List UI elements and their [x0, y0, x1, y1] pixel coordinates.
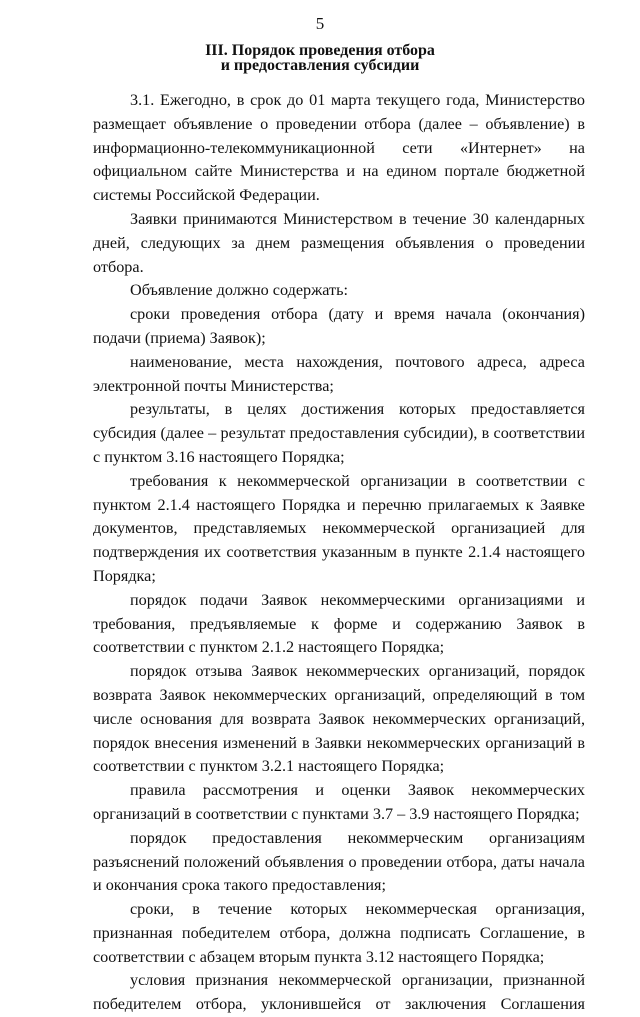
section-heading-line-1: III. Порядок проведения отбора: [205, 42, 435, 59]
paragraph-3-1: 3.1. Ежегодно, в срок до 01 марта текущего года, Министерство размещает объявление о проведении отбора (далее – объявление) в информационно-телекоммуникационной сети «Интернет» на официальном сайте Министерства и на едином портале бюджетной системы Российской Федерации.: [93, 91, 585, 205]
paragraph-item-evasion-conditions: условия признания некоммерческой организации, признанной победителем отбора, уклонившейся от заключения Соглашения: [93, 971, 585, 1014]
paragraph-item-signing-deadline: сроки, в течение которых некоммерческая организация, признанная победителем отбора, должна подписать Соглашение, в соответствии с абзацем вторым пункта 3.12 настоящего Порядка;: [93, 900, 585, 966]
paragraph-announcement-contents: Объявление должно содержать:: [130, 281, 349, 300]
paragraph-application-period: Заявки принимаются Министерством в течение 30 календарных дней, следующих за днем размещения объявления о проведении отбора.: [93, 209, 585, 276]
paragraph-item-results: результаты, в целях достижения которых предоставляется субсидия (далее – результат предоставления субсидии), в соответствии с пунктом 3.16 настоящего Порядка;: [93, 400, 585, 466]
page-number: 5: [315, 14, 325, 33]
paragraph-item-deadlines: сроки проведения отбора (дату и время начала (окончания) подачи (приема) Заявок);: [93, 305, 585, 347]
section-heading-line-2: и предоставления субсидии: [220, 57, 420, 74]
document-body: [93, 89, 585, 1017]
section-heading: [0, 43, 640, 73]
paragraph-item-submission-procedure: порядок подачи Заявок некоммерческими организациями и требования, предъявляемые к форме и содержанию Заявок в соответствии с пунктом 2.1.2 настоящего Порядка;: [93, 590, 585, 657]
paragraph-item-clarifications: порядок предоставления некоммерческим организациям разъяснений положений объявления о проведении отбора, даты начала и окончания срока такого предоставления;: [93, 828, 585, 895]
paragraph-item-evaluation-rules: правила рассмотрения и оценки Заявок некоммерческих организаций в соответствии с пунктами 3.7 – 3.9 настоящего Порядка;: [93, 781, 585, 823]
paragraph-item-requirements: требования к некоммерческой организации в соответствии с пунктом 2.1.4 настоящего Порядка и перечню прилагаемых к Заявке документов, представляемых некоммерческой организацией для подтверждения их соответствия указанным в пункте 2.1.4 настоящего Порядка;: [93, 471, 585, 585]
paragraph-item-withdrawal-procedure: порядок отзыва Заявок некоммерческих организаций, порядок возврата Заявок некоммерческих организаций, определяющий в том числе основания для возврата Заявок некоммерческих организаций, порядок внесения изменений в Заявки некоммерческих организаций в соответствии с пунктом 3.2.1 настоящего Порядка;: [93, 662, 585, 776]
paragraph-item-name-address: наименование, места нахождения, почтового адреса, адреса электронной почты Министерства;: [93, 352, 585, 395]
